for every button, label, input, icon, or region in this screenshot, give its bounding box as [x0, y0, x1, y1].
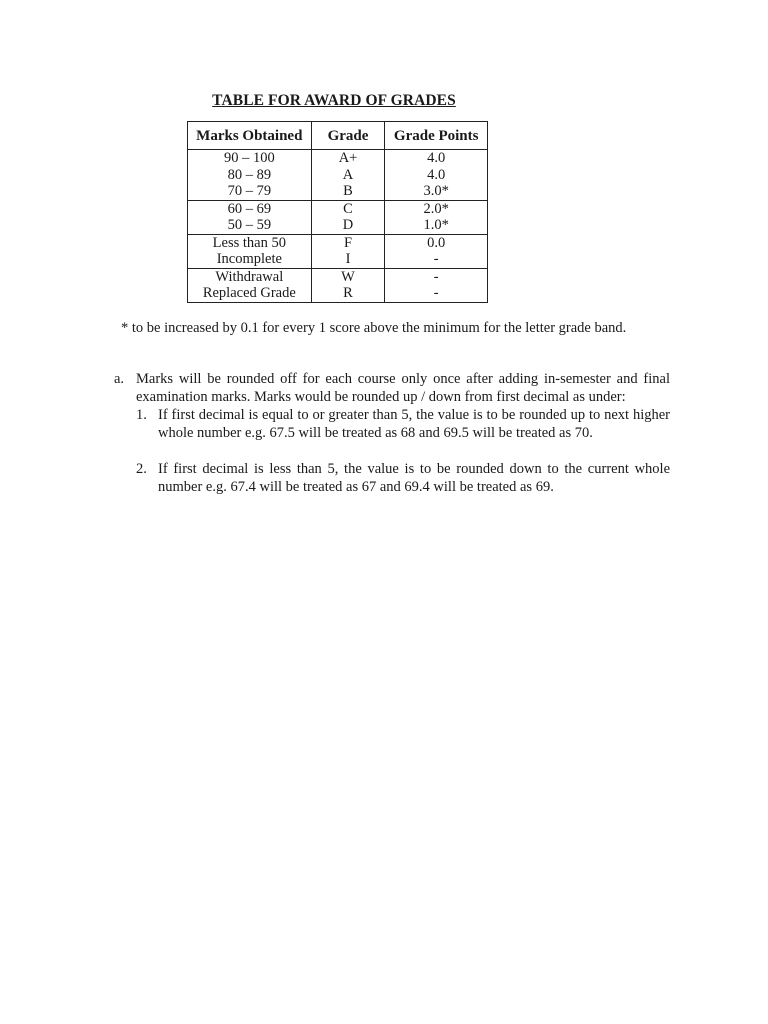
grade-cell: I: [311, 251, 385, 268]
marks-cell: 70 – 79: [188, 183, 312, 200]
section-marker: a.: [114, 371, 125, 387]
grade-points-cell: -: [385, 285, 488, 302]
marks-cell: Incomplete: [188, 251, 312, 268]
grade-points-footnote: * to be increased by 0.1 for every 1 score above the minimum for the letter grade band.: [121, 320, 627, 336]
marks-cell: 60 – 69: [188, 200, 312, 217]
list-item: [136, 406, 670, 442]
grade-cell: F: [311, 234, 385, 251]
grades-table: [187, 121, 488, 303]
rounding-section: [114, 370, 670, 496]
table-row: [188, 167, 488, 184]
grade-points-cell: -: [385, 268, 488, 285]
section-text: Marks will be rounded off for each course only once after adding in-semester and final examination marks. Marks would be rounded up / down from first decimal as under:: [136, 371, 670, 405]
marks-cell: 90 – 100: [188, 150, 312, 167]
table-row: [188, 217, 488, 234]
grade-points-cell: 2.0*: [385, 200, 488, 217]
marks-cell: 80 – 89: [188, 167, 312, 184]
list-item-text: If first decimal is less than 5, the value is to be rounded down to the current whole number e.g. 67.4 will be treated as 67 and 69.4 will be treated as 69.: [158, 461, 670, 495]
grade-points-cell: 4.0: [385, 150, 488, 167]
marks-cell: Replaced Grade: [188, 285, 312, 302]
grade-cell: B: [311, 183, 385, 200]
table-row: [188, 200, 488, 217]
marks-cell: Withdrawal: [188, 268, 312, 285]
list-item: [136, 460, 670, 496]
grade-cell: R: [311, 285, 385, 302]
table-header-row: [188, 122, 488, 150]
grade-cell: C: [311, 200, 385, 217]
grade-points-cell: 1.0*: [385, 217, 488, 234]
table-row: [188, 234, 488, 251]
list-item-number: 1.: [136, 407, 147, 423]
table-row: [188, 150, 488, 167]
table-row: [188, 183, 488, 200]
header-marks-obtained: Marks Obtained: [188, 122, 312, 150]
marks-cell: 50 – 59: [188, 217, 312, 234]
grade-cell: A: [311, 167, 385, 184]
grade-cell: W: [311, 268, 385, 285]
list-item-number: 2.: [136, 461, 147, 477]
grade-points-cell: 3.0*: [385, 183, 488, 200]
marks-cell: Less than 50: [188, 234, 312, 251]
table-row: [188, 251, 488, 268]
header-grade: Grade: [311, 122, 385, 150]
grade-cell: A+: [311, 150, 385, 167]
header-grade-points: Grade Points: [385, 122, 488, 150]
table-row: [188, 285, 488, 302]
grade-points-cell: -: [385, 251, 488, 268]
table-row: [188, 268, 488, 285]
grade-points-cell: 0.0: [385, 234, 488, 251]
list-item-text: If first decimal is equal to or greater than 5, the value is to be rounded up to next higher whole number e.g. 67.5 will be treated as 68 and 69.5 will be treated as 70.: [158, 407, 670, 441]
grade-points-cell: 4.0: [385, 167, 488, 184]
grade-cell: D: [311, 217, 385, 234]
page-title: TABLE FOR AWARD OF GRADES: [212, 92, 456, 109]
